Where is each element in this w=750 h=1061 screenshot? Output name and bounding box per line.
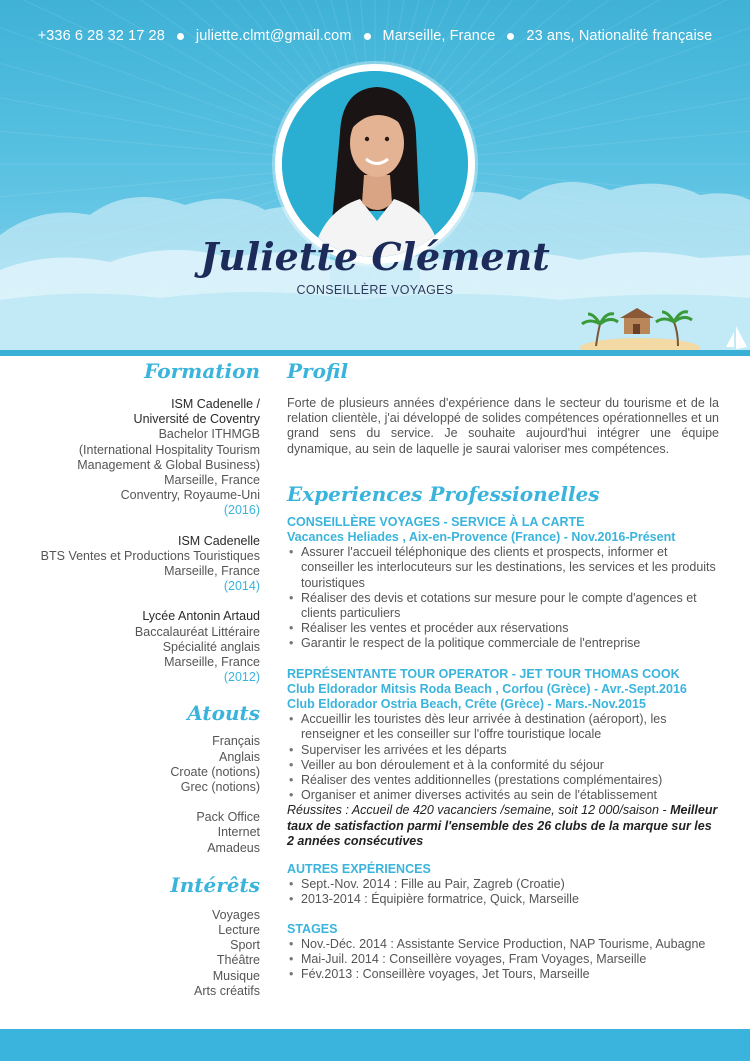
phone-number: +336 6 28 32 17 28	[37, 28, 165, 44]
internship-item: • Mai-Juil. 2014 : Conseillère voyages, Fram Voyages, Marseille	[287, 952, 719, 967]
profile-photo	[282, 71, 468, 257]
school-name: ISM Cadenelle /	[171, 397, 260, 411]
other-experiences-list	[287, 877, 719, 907]
job-company: Club Eldorador Ostria Beach, Crête (Grèce) - Mars.-Nov.2015	[287, 697, 646, 712]
email-address[interactable]: juliette.clmt@gmail.com	[195, 28, 352, 44]
full-name: Juliette Clément	[200, 234, 550, 279]
job-bullet: • Garantir le respect de la politique commerciale de l'entreprise	[287, 636, 719, 651]
education-year: (2016)	[223, 503, 260, 518]
achievements-prefix: Réussites : Accueil de 420 vacanciers /semaine, soit 12 000/saison -	[287, 803, 667, 818]
interets-title: Intérêts	[170, 872, 260, 897]
island-illustration	[570, 306, 750, 356]
interest-item: Voyages	[212, 907, 260, 922]
city: Marseille, France	[382, 28, 496, 44]
header-banner	[0, 0, 750, 356]
education-line: BTS Ventes et Productions Touristiques	[40, 548, 260, 563]
separator-dot-icon	[177, 33, 184, 40]
education-line: Baccalauréat Littéraire	[134, 624, 260, 639]
job-bullets	[287, 545, 719, 651]
interest-item: Lecture	[218, 923, 260, 938]
internships-heading: STAGES	[287, 921, 338, 936]
education-year: (2012)	[223, 670, 260, 685]
other-experience-item: • 2013-2014 : Équipière formatrice, Quick, Marseille	[287, 892, 719, 907]
interest-item: Sport	[230, 938, 260, 953]
language-item: Anglais	[219, 749, 260, 764]
job-title: CONSEILLÈRE VOYAGES	[296, 283, 454, 297]
internships-list	[287, 937, 719, 983]
job-company: Vacances Heliades , Aix-en-Provence (France) - Nov.2016-Présent	[287, 530, 676, 545]
language-item: Croate (notions)	[170, 764, 260, 779]
education-line: Marseille, France	[164, 564, 260, 579]
education-line: Conventry, Royaume-Uni	[120, 488, 260, 503]
education-line: Bachelor ITHMGB	[158, 427, 260, 442]
profile-text: Forte de plusieurs années d'expérience dans le secteur du tourisme et de la relation clientèle, j'ai développé de solides compétences opérationnelles et un grand sens du service. Je souhaite aujourd'hui intégrer une équipe dynamique, au sein de laquelle je saurai valoriser mes compétences.	[287, 396, 719, 456]
interest-item: Musique	[212, 968, 260, 983]
interests-list	[20, 908, 260, 999]
achievements-note	[287, 803, 719, 849]
job-heading: REPRÉSENTANTE TOUR OPERATOR - JET TOUR THOMAS COOK	[287, 666, 680, 681]
education-line: Management & Global Business)	[77, 457, 260, 472]
job-bullet: • Assurer l'accueil téléphonique des clients et prospects, informer et conseiller les interlocuteurs sur les destinations, les services et les produits touristiques	[287, 545, 719, 591]
job-bullet: • Superviser les arrivées et les départs	[287, 743, 719, 758]
achievements-highlight: Meilleur taux de satisfaction parmi l'ensemble des 26 clubs de la marque sur les 2 années consécutives	[287, 803, 718, 848]
school-name: ISM Cadenelle	[178, 533, 260, 548]
interest-item: Théâtre	[216, 953, 260, 968]
internship-item: • Fév.2013 : Conseillère voyages, Jet Tours, Marseille	[287, 967, 719, 982]
job-bullet: • Accueillir les touristes dès leur arrivée à destination (aéroport), les renseigner et les conseiller sur l'offre touristique locale	[287, 712, 719, 742]
job-bullet: • Organiser et animer diverses activités au sein de l'établissement	[287, 788, 719, 803]
job-bullets	[287, 712, 719, 803]
experience-item	[287, 667, 719, 849]
software-item: Pack Office	[196, 810, 260, 825]
software-item: Internet	[217, 825, 260, 840]
job-company: Club Eldorador Mitsis Roda Beach , Corfou (Grèce) - Avr.-Sept.2016	[287, 681, 687, 696]
job-bullet: • Réaliser des ventes additionnelles (prestations complémentaires)	[287, 773, 719, 788]
experience-item	[287, 515, 719, 652]
contact-bar	[0, 28, 750, 44]
profil-title: Profil	[287, 359, 349, 383]
education-line: (International Hospitality Tourism	[78, 442, 260, 457]
software-list	[20, 810, 260, 856]
software-item: Amadeus	[207, 840, 260, 855]
education-line: Spécialité anglais	[162, 639, 260, 654]
formation-list	[20, 397, 260, 685]
school-name: Lycée Antonin Artaud	[142, 609, 260, 624]
right-column	[287, 356, 719, 983]
interest-item: Arts créatifs	[194, 983, 260, 998]
separator-dot-icon	[507, 33, 514, 40]
languages-list	[20, 734, 260, 795]
other-experience-item: • Sept.-Nov. 2014 : Fille au Pair, Zagreb (Croatie)	[287, 877, 719, 892]
job-bullet: • Réaliser des devis et cotations sur mesure pour le compte d'agences et clients particuliers	[287, 591, 719, 621]
formation-title: Formation	[144, 359, 260, 383]
job-bullet: • Veiller au bon déroulement et à la conformité du séjour	[287, 758, 719, 773]
atouts-title: Atouts	[187, 701, 260, 726]
language-item: Grec (notions)	[180, 780, 260, 795]
school-name-2: Université de Coventry	[133, 412, 260, 427]
left-column	[20, 356, 260, 999]
job-heading: CONSEILLÈRE VOYAGES - SERVICE À LA CARTE	[287, 514, 585, 529]
job-bullet: • Réaliser les ventes et procéder aux réservations	[287, 621, 719, 636]
education-year: (2014)	[223, 579, 260, 594]
internship-item: • Nov.-Déc. 2014 : Assistante Service Production, NAP Tourisme, Aubagne	[287, 937, 719, 952]
education-item	[20, 534, 260, 595]
age-nationality: 23 ans, Nationalité française	[526, 28, 713, 44]
other-experiences	[287, 862, 719, 908]
experiences-title: Experiences Professionelles	[287, 481, 600, 506]
language-item: Français	[212, 734, 260, 749]
other-experiences-heading: AUTRES EXPÉRIENCES	[287, 862, 431, 877]
education-item	[20, 397, 260, 519]
education-line: Marseille, France	[164, 655, 260, 670]
education-item	[20, 609, 260, 685]
separator-dot-icon	[364, 33, 371, 40]
education-line: Marseille, France	[164, 473, 260, 488]
internships	[287, 922, 719, 983]
footer-band	[0, 1029, 750, 1061]
